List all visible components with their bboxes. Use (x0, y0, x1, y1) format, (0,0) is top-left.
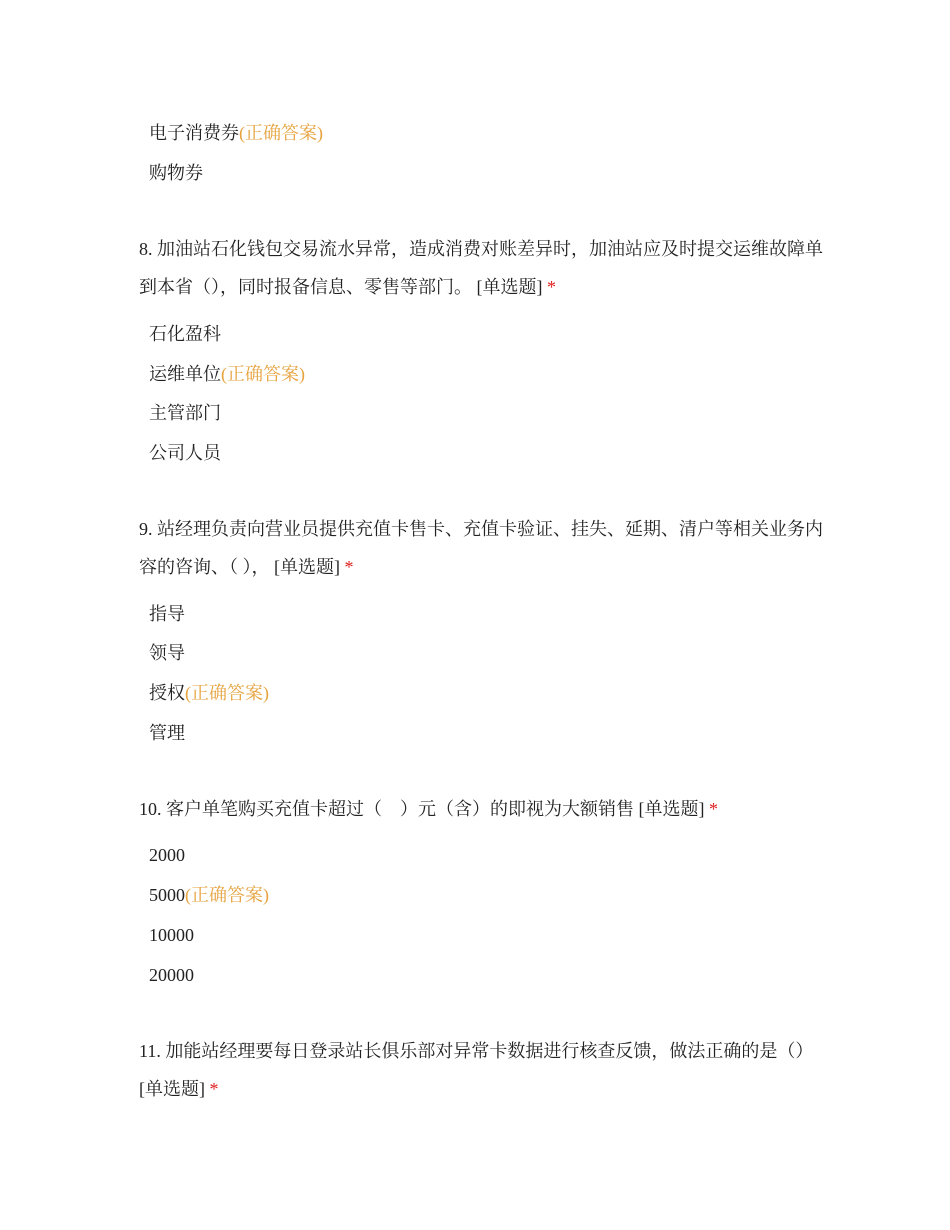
option-prev-1[interactable] (149, 121, 323, 145)
question-type: [单选题] (638, 799, 705, 819)
question-8-option-3[interactable] (149, 401, 221, 425)
option-text: 5000 (149, 885, 185, 905)
option-text: 20000 (149, 965, 194, 985)
question-10-option-2[interactable] (149, 883, 269, 907)
option-text: 领导 (149, 643, 185, 663)
question-number: 8. (139, 239, 153, 259)
option-text: 管理 (149, 723, 185, 743)
option-text: 授权 (149, 683, 185, 703)
required-asterisk: * (209, 1079, 219, 1099)
option-text: 石化盈科 (149, 324, 221, 344)
question-8-title (139, 230, 829, 306)
required-asterisk: * (547, 277, 556, 297)
correct-answer-tag: (正确答案) (239, 123, 323, 143)
question-number: 11. (139, 1041, 161, 1061)
question-number: 9. (139, 519, 153, 539)
question-type: [单选题] (476, 277, 543, 297)
question-8-option-2[interactable] (149, 362, 305, 386)
question-9-option-4[interactable] (149, 721, 185, 745)
option-text: 电子消费券 (149, 123, 239, 143)
question-10-title (139, 790, 829, 828)
question-text: 加油站石化钱包交易流水异常，造成消费对账差异时，加油站应及时提交运维故障单到本省（），同时报备信息、零售等部门。 (139, 239, 823, 297)
question-text: 站经理负责向营业员提供充值卡售卡、充值卡验证、挂失、延期、清户等相关业务内容的咨询、（ ）， (139, 519, 823, 577)
option-text: 指导 (149, 604, 185, 624)
option-prev-2[interactable] (149, 161, 203, 185)
question-text: 客户单笔购买充值卡超过（ ）元（含）的即视为大额销售 (166, 799, 634, 819)
question-8-option-4[interactable] (149, 441, 221, 465)
option-text: 主管部门 (149, 403, 221, 423)
question-9-option-3[interactable] (149, 681, 269, 705)
question-number: 10. (139, 799, 162, 819)
question-9-title (139, 510, 829, 586)
option-text: 10000 (149, 925, 194, 945)
required-asterisk: * (709, 799, 718, 819)
question-9-option-1[interactable] (149, 602, 185, 626)
question-type: [单选题] (274, 557, 340, 577)
option-text: 2000 (149, 845, 185, 865)
option-text: 公司人员 (149, 443, 221, 463)
option-text: 运维单位 (149, 364, 221, 384)
correct-answer-tag: (正确答案) (185, 683, 269, 703)
question-type: [单选题] (139, 1079, 205, 1099)
question-11-title (139, 1032, 829, 1108)
question-10-option-4[interactable] (149, 963, 194, 987)
question-8-option-1[interactable] (149, 322, 221, 346)
correct-answer-tag: (正确答案) (185, 885, 269, 905)
option-text: 购物券 (149, 163, 203, 183)
question-text: 加能站经理要每日登录站长俱乐部对异常卡数据进行核查反馈，做法正确的是（） (165, 1041, 814, 1061)
question-9-option-2[interactable] (149, 641, 185, 665)
question-10-option-1[interactable] (149, 843, 185, 867)
required-asterisk: * (344, 557, 354, 577)
correct-answer-tag: (正确答案) (221, 364, 305, 384)
question-10-option-3[interactable] (149, 923, 194, 947)
